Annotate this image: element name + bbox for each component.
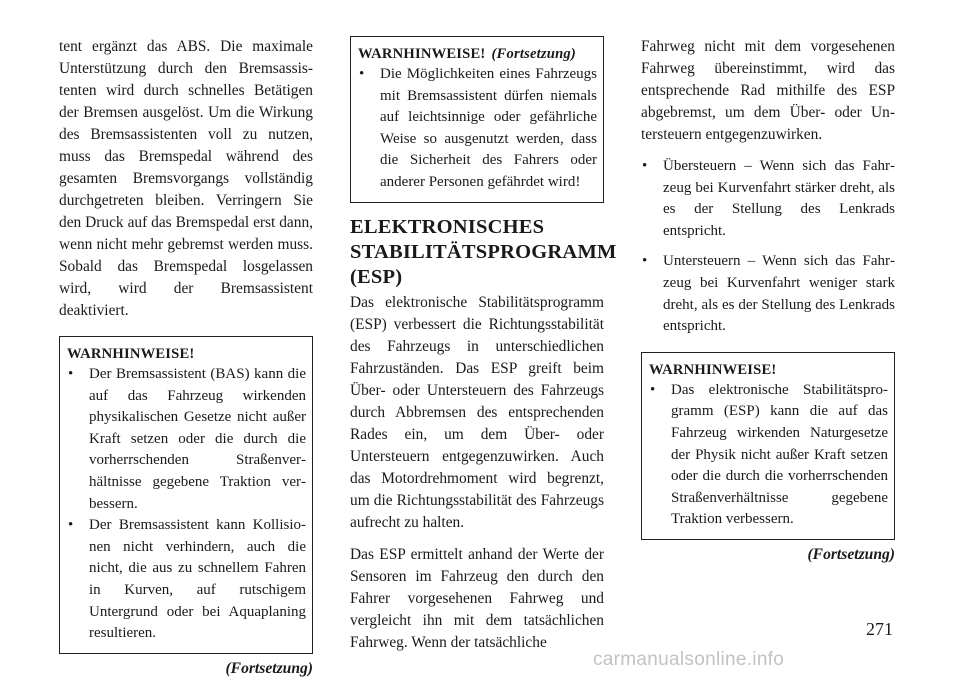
warning-title: WARNHINWEISE! [67,346,195,362]
warning-title-text: WARNHINWEISE! [358,46,486,62]
warning-title [358,44,597,64]
warning-item: • Das elektronische Stabilitätsprogramm (ESP) kann die auf das Fahrzeug wirkenden Naturgesetze der Physik nicht außer Kraft setzen oder die durch die vorherrschenden Straßenverhältnisse gegebene Traktion verbessern. [649,380,888,531]
warning-item: • Der Bremsassistent kann Kollisionen nicht verhindern, auch die nicht, die aus zu schnellem Fahren in Kurven, auf rutschigem Untergrund oder bei Aquaplaning resultieren. [67,515,306,645]
column-right [641,36,895,566]
warning-list [649,380,888,531]
warning-list [67,364,306,645]
warning-box [641,352,895,540]
continued-label: (Fortsetzung) [807,545,895,563]
watermark: carmanualsonline.info [593,649,785,670]
column-middle [350,36,617,654]
bullet-list [641,156,895,338]
body-paragraph: Das elektronische Stabilitätsprogramm (ESP) verbessert die Richtungsstabilität des Fahrzeugs in unterschiedlichen Fahrzuständen. Das ESP greift beim Über- oder Untersteuern des Fahrzeugs durch Abbremsen des entsprechenden Rades ein, um dem Über- oder Untersteuern entgegenzuwirken. Auch das Motordrehmoment wird begrenzt, um die Richtungsstabilität des Fahrzeugs aufrecht zu halten. [350,293,604,531]
section-heading: ELEKTRONISCHES STABILITÄTSPROGRAMM (ESP) [350,215,617,288]
warning-box [59,336,313,654]
column-left [59,36,313,680]
body-paragraph: tent ergänzt das ABS. Die maximale Unterstützung durch den Bremsassistenten wird durch schnelles Betätigen der Bremsen ausgelöst. Um die Wirkung des Bremsassistenten voll zu nutzen, muss das Bremspedal während des gesamten Bremsvorgangs vollständig durchgetreten bleiben. Verringern Sie den Druck auf das Bremspedal erst dann, wenn nicht mehr gebremst werden muss. Sobald das Bremspedal losgelassen wird, wird der Bremsassistent deaktiviert. [59,38,313,319]
warning-continued-label: (Fortsetzung) [491,46,576,62]
warning-item: • Der Bremsassistent (BAS) kann die auf das Fahrzeug wirkenden physikalischen Gesetze nicht außer Kraft setzen oder die durch die vorherrschenden Straßenverhältnisse gegebene Traktion verbessern. [67,364,306,515]
bullet-item: • Untersteuern – Wenn sich das Fahrzeug bei Kurvenfahrt weniger stark dreht, als es der Stellung des Lenkrads entspricht. [641,251,895,337]
body-paragraph: Fahrweg nicht mit dem vorgesehenen Fahrweg übereinstimmt, wird das entsprechende Rad mithilfe des ESP abgebremst, um dem Über- oder Untersteuern entgegenzuwirken. [641,38,895,143]
bullet-item: • Übersteuern – Wenn sich das Fahrzeug bei Kurvenfahrt stärker dreht, als es der Stellung des Lenkrads entspricht. [641,156,895,242]
warning-item: • Die Möglichkeiten eines Fahrzeugs mit Bremsassistent dürfen niemals auf leichtsinnige oder gefährliche Weise so ausgenutzt werden, dass die Sicherheit des Fahrers oder anderer Personen gefährdet wird! [358,64,597,194]
continued-label: (Fortsetzung) [225,659,313,677]
warning-title: WARNHINWEISE! [649,361,777,378]
warning-list [358,64,597,194]
page-number: 271 [866,619,893,639]
body-paragraph: Das ESP ermittelt anhand der Werte der Sensoren im Fahrzeug den durch den Fahrer vorgesehenen Fahrweg und vergleicht ihn mit dem tatsächlichen Fahrweg. Wenn der tatsächliche [350,545,604,651]
warning-box [350,36,604,203]
